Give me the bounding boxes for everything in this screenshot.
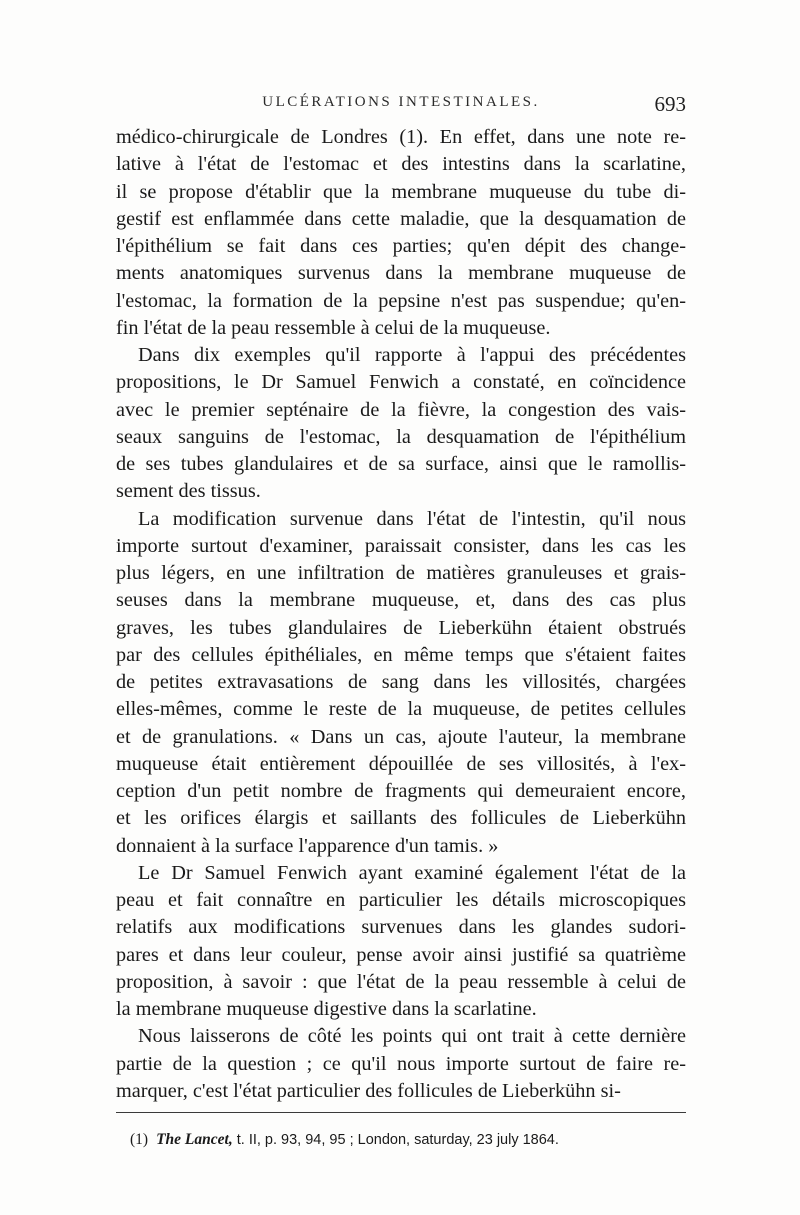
text-line: propositions, le Dr Samuel Fenwich a constaté, en coïncidence bbox=[116, 371, 686, 394]
running-head bbox=[116, 92, 686, 116]
text-line: partie de la question ; ce qu'il nous importe surtout de faire re- bbox=[116, 1052, 686, 1075]
text-line: marquer, c'est l'état particulier des follicules de Lieberkühn si- bbox=[116, 1079, 621, 1102]
body-text bbox=[116, 124, 686, 1105]
paragraph bbox=[116, 124, 686, 342]
paragraph bbox=[116, 506, 686, 860]
text-line: de petites extravasations de sang dans les villosités, chargées bbox=[116, 671, 686, 693]
paragraph bbox=[116, 860, 686, 1024]
text-line: médico-chirurgicale de Londres (1). En effet, dans une note re- bbox=[116, 126, 686, 148]
text-line: par des cellules épithéliales, en même temps que s'étaient faites bbox=[116, 643, 686, 666]
text-line: et les orifices élargis et saillants des follicules de Lieberkühn bbox=[116, 807, 686, 830]
text-line: sement des tissus. bbox=[116, 480, 261, 503]
text-line: peau et fait connaître en particulier les détails microscopiques bbox=[116, 889, 686, 911]
text-line: ments anatomiques survenus dans la membrane muqueuse de bbox=[116, 262, 686, 285]
text-line: gestif est enflammée dans cette maladie, que la desquamation de bbox=[116, 207, 686, 230]
text-line: l'épithélium se fait dans ces parties; qu'en dépit des change- bbox=[116, 235, 686, 257]
text-line: lative à l'état de l'estomac et des intestins dans la scarlatine, bbox=[116, 153, 686, 176]
text-line: avec le premier septénaire de la fièvre, la congestion des vais- bbox=[116, 398, 686, 421]
paragraph bbox=[116, 342, 686, 506]
text-line: graves, les tubes glandulaires de Lieberkühn étaient obstrués bbox=[116, 616, 686, 639]
text-line: Le Dr Samuel Fenwich ayant examiné également l'état de la bbox=[138, 861, 686, 884]
text-line: importe surtout d'examiner, paraissait consister, dans les cas les bbox=[116, 534, 686, 557]
text-line: muqueuse était entièrement dépouillée de ses villosités, à l'ex- bbox=[116, 752, 686, 775]
text-line: l'estomac, la formation de la pepsine n'est pas suspendue; qu'en- bbox=[116, 289, 686, 312]
footnote bbox=[130, 1130, 686, 1150]
text-line: il se propose d'établir que la membrane muqueuse du tube di- bbox=[116, 180, 686, 203]
text-line: la membrane muqueuse digestive dans la scarlatine. bbox=[116, 998, 537, 1020]
footnote-divider bbox=[116, 1112, 686, 1113]
text-line: et de granulations. « Dans un cas, ajoute l'auteur, la membrane bbox=[116, 725, 686, 748]
text-line: seuses dans la membrane muqueuse, et, dans des cas plus bbox=[116, 589, 686, 612]
footnote-citation: t. II, p. 93, 94, 95 ; London, saturday, 23 july 1864. bbox=[232, 1132, 559, 1148]
text-line: seaux sanguins de l'estomac, la desquamation de l'épithélium bbox=[116, 425, 686, 448]
text-line: donnaient à la surface l'apparence d'un tamis. » bbox=[116, 834, 499, 857]
text-line: proposition, à savoir : que l'état de la peau ressemble à celui de bbox=[116, 970, 686, 993]
text-line: relatifs aux modifications survenues dans les glandes sudori- bbox=[116, 916, 686, 939]
text-line: La modification survenue dans l'état de l'intestin, qu'il nous bbox=[138, 507, 686, 530]
text-line: Nous laisserons de côté les points qui ont trait à cette dernière bbox=[138, 1025, 686, 1048]
text-line: pares et dans leur couleur, pense avoir ainsi justifié sa quatrième bbox=[116, 943, 686, 966]
text-line: elles-mêmes, comme le reste de la muqueuse, de petites cellules bbox=[116, 698, 686, 721]
text-line: ception d'un petit nombre de fragments qui demeuraient encore, bbox=[116, 780, 686, 802]
text-line: de ses tubes glandulaires et de sa surface, ainsi que le ramollis- bbox=[116, 453, 686, 475]
footnote-journal-title: The Lancet, bbox=[156, 1131, 233, 1148]
footnote-marker: (1) bbox=[130, 1131, 149, 1148]
text-line: fin l'état de la peau ressemble à celui de la muqueuse. bbox=[116, 316, 551, 339]
page-number: 693 bbox=[654, 92, 686, 116]
text-line: plus légers, en une infiltration de matières granuleuses et grais- bbox=[116, 562, 686, 584]
text-line: Dans dix exemples qu'il rapporte à l'appui des précédentes bbox=[138, 344, 686, 366]
paragraph bbox=[116, 1023, 686, 1105]
running-title: ULCÉRATIONS INTESTINALES. bbox=[262, 94, 540, 110]
